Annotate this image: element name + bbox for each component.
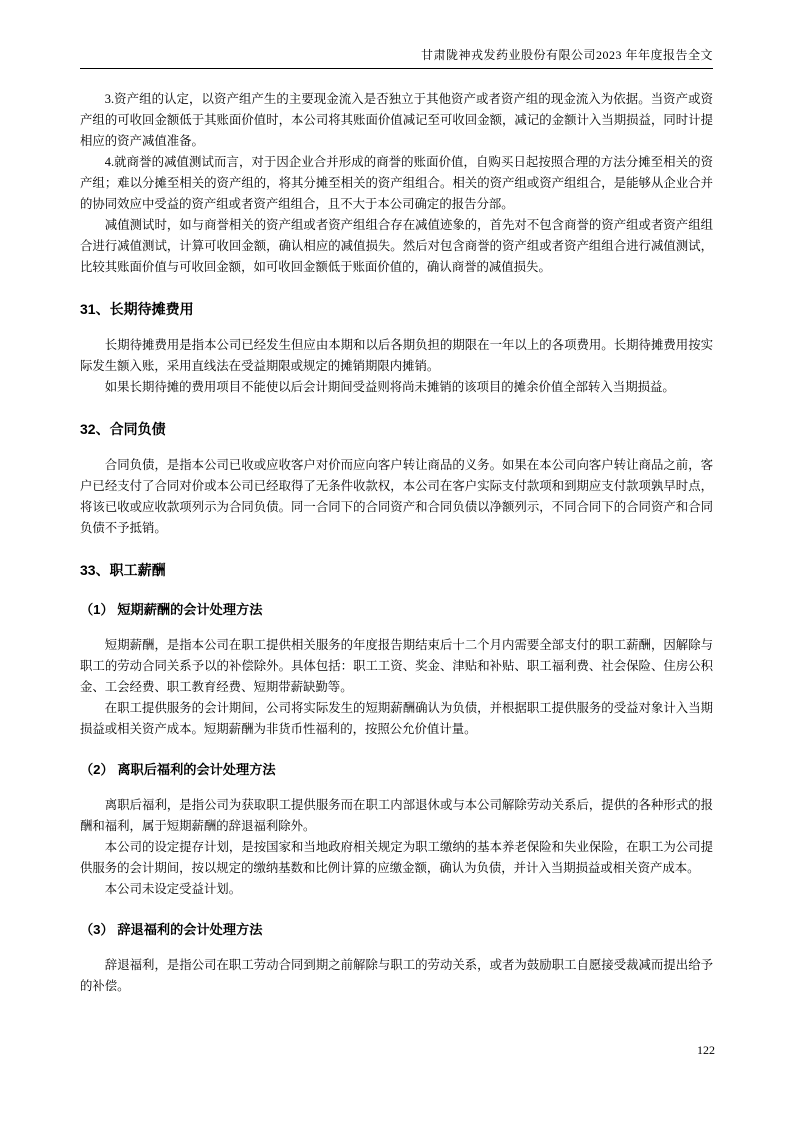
- page-footer: [697, 1043, 715, 1058]
- sub-heading-2-post-employment-benefits: （2） 离职后福利的会计处理方法: [80, 762, 276, 777]
- report-header-title: 甘肃陇神戎发药业股份有限公司2023 年年度报告全文: [420, 48, 713, 62]
- paragraph-impairment-testing-process: 减值测试时，如与商誉相关的资产组或者资产组组合存在减值迹象的，首先对不包含商誉的资产组或者资产组组合进行减值测试，计算可收回金额，确认相应的减值损失。然后对包含商誉的资产组或者资产组组合进行减值测试，比较其账面价值与可收回金额，如可收回金额低于账面价值的，确认商誉的减值损失。: [80, 218, 713, 274]
- paragraph-goodwill-impairment-allocation: 4.就商誉的减值测试而言，对于因企业合并形成的商誉的账面价值，自购买日起按照合理的方法分摊至相关的资产组；难以分摊至相关的资产组的，将其分摊至相关的资产组组合。相关的资产组或资产组组合，是能够从企业合并的协同效应中受益的资产组或者资产组组合，且不大于本公司确定的报告分部。: [80, 155, 713, 211]
- paragraph-post-employment-definition: 离职后福利，是指公司为获取职工提供服务而在职工内部退休或与本公司解除劳动关系后，提供的各种形式的报酬和福利，属于短期薪酬的辞退福利除外。: [80, 798, 713, 833]
- paragraph-asset-group-recognition: 3.资产组的认定，以资产组产生的主要现金流入是否独立于其他资产或者资产组的现金流入为依据。当资产或资产组的可收回金额低于其账面价值时，本公司将其账面价值减记至可收回金额，减记的金额计入当期损益，同时计提相应的资产减值准备。: [80, 92, 713, 148]
- paragraph-short-term-compensation-recognition: 在职工提供服务的会计期间，公司将实际发生的短期薪酬确认为负债，并根据职工提供服务的受益对象计入当期损益或相关资产成本。短期薪酬为非货币性福利的，按照公允价值计量。: [80, 701, 713, 736]
- page-number: 122: [697, 1043, 715, 1057]
- sub-heading-3-termination-benefits: （3） 辞退福利的会计处理方法: [80, 922, 263, 937]
- section-heading-33-employee-compensation: 33、职工薪酬: [80, 562, 166, 578]
- paragraph-long-term-deferred-definition: 长期待摊费用是指本公司已经发生但应由本期和以后各期负担的期限在一年以上的各项费用。长期待摊费用按实际发生额入账，采用直线法在受益期限或规定的摊销期限内摊销。: [80, 338, 713, 373]
- paragraph-long-term-deferred-writeoff: 如果长期待摊的费用项目不能使以后会计期间受益则将尚未摊销的该项目的摊余价值全部转入当期损益。: [104, 380, 675, 394]
- paragraph-no-defined-benefit-plan: 本公司未设定受益计划。: [104, 882, 242, 896]
- paragraph-short-term-compensation-scope: 短期薪酬，是指本公司在职工提供相关服务的年度报告期结束后十二个月内需要全部支付的职工薪酬，因解除与职工的劳动合同关系予以的补偿除外。具体包括：职工工资、奖金、津贴和补贴、职工福利费、社会保险、住房公积金、工会经费、职工教育经费、短期带薪缺勤等。: [80, 638, 713, 694]
- paragraph-defined-contribution-plan: 本公司的设定提存计划，是按国家和当地政府相关规定为职工缴纳的基本养老保险和失业保险，在职工为公司提供服务的会计期间，按以规定的缴纳基数和比例计算的应缴金额，确认为负债，并计入当期损益或相关资产成本。: [80, 840, 713, 875]
- section-heading-31-long-term-deferred-expenses: 31、长期待摊费用: [80, 301, 194, 317]
- page-header: [80, 0, 713, 69]
- sub-heading-1-short-term-compensation: （1） 短期薪酬的会计处理方法: [80, 602, 263, 617]
- page-body: [80, 69, 713, 997]
- section-heading-32-contract-liabilities: 32、合同负债: [80, 421, 166, 437]
- paragraph-termination-benefits-definition: 辞退福利，是指公司在职工劳动合同到期之前解除与职工的劳动关系，或者为鼓励职工自愿接受裁减而提出给予的补偿。: [80, 958, 713, 993]
- paragraph-contract-liabilities-definition: 合同负债，是指本公司已收或应收客户对价而应向客户转让商品的义务。如果在本公司向客户转让商品之前，客户已经支付了合同对价或本公司已经取得了无条件收款权，本公司在客户实际支付款项和到期应支付款项孰早时点，将该已收或应收款项列示为合同负债。同一合同下的合同资产和合同负债以净额列示，不同合同下的合同资产和合同负债不予抵销。: [80, 458, 713, 535]
